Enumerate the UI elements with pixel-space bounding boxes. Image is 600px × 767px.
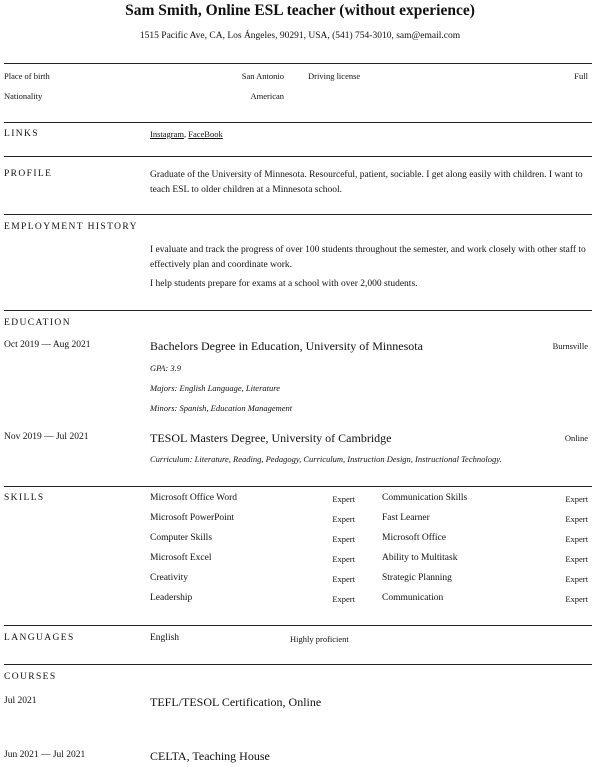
- employment-heading: EMPLOYMENT HISTORY: [4, 222, 138, 232]
- nationality-value: American: [250, 91, 284, 101]
- course-dates: Jul 2021: [4, 696, 37, 706]
- skill-name: Communication: [382, 593, 444, 603]
- divider: [4, 664, 592, 665]
- education-detail: Curriculum: Literature, Reading, Pedagogy, Curriculum, Instruction Design, Instructional Technology.: [150, 454, 502, 464]
- profile-text: Graduate of the University of Minnesota. Resourceful, patient, sociable. I get along easily with children. I want to teach ESL to older children at a Minnesota school.: [150, 170, 583, 195]
- skill-name: Communication Skills: [382, 493, 468, 503]
- link-separator: ,: [184, 129, 189, 139]
- nationality-label: Nationality: [4, 91, 43, 101]
- divider: [4, 122, 592, 123]
- skill-level: Expert: [565, 514, 588, 524]
- skill-name: Microsoft Office: [382, 533, 446, 543]
- divider: [4, 156, 592, 157]
- skill-name: Microsoft Office Word: [150, 493, 238, 503]
- links-heading: LINKS: [4, 129, 39, 139]
- divider: [4, 214, 592, 215]
- driving-license-value: Full: [574, 71, 588, 81]
- resume-name: Sam Smith, Online ESL teacher (without experience): [125, 2, 475, 19]
- facebook-link[interactable]: FaceBook: [188, 129, 223, 139]
- skill-name: Computer Skills: [150, 533, 213, 543]
- skill-level: Expert: [332, 534, 355, 544]
- divider: [4, 625, 592, 626]
- skill-level: Expert: [565, 494, 588, 504]
- profile-heading: PROFILE: [4, 169, 53, 179]
- course-name: TEFL/TESOL Certification, Online: [150, 695, 322, 709]
- education-location: Burnsville: [552, 341, 588, 351]
- employment-paragraph: I evaluate and track the progress of over 100 students throughout the semester, and work closely with other staff to effectively plan and coordinate work.: [150, 245, 586, 270]
- skill-level: Expert: [565, 594, 588, 604]
- place-of-birth-value: San Antonio: [241, 71, 284, 81]
- languages-heading: LANGUAGES: [4, 633, 75, 643]
- skill-name: Fast Learner: [382, 513, 430, 523]
- education-detail: GPA: 3.9: [150, 363, 182, 373]
- skill-level: Expert: [332, 574, 355, 584]
- skill-name: Microsoft Excel: [150, 553, 212, 563]
- skill-name: Leadership: [150, 593, 193, 603]
- skill-level: Expert: [332, 514, 355, 524]
- language-level: Highly proficient: [290, 634, 349, 644]
- driving-license-label: Driving license: [308, 71, 361, 81]
- skill-name: Ability to Multitask: [382, 553, 458, 563]
- education-dates: Nov 2019 — Jul 2021: [4, 432, 89, 442]
- instagram-link[interactable]: Instagram: [150, 129, 184, 139]
- education-dates: Oct 2019 — Aug 2021: [4, 340, 91, 350]
- education-location: Online: [564, 433, 588, 443]
- divider: [4, 310, 592, 311]
- education-detail: Majors: English Language, Literature: [150, 383, 281, 393]
- skills-heading: SKILLS: [4, 493, 45, 503]
- skill-level: Expert: [332, 494, 355, 504]
- education-degree: Bachelors Degree in Education, University of Minnesota: [150, 339, 423, 353]
- education-heading: EDUCATION: [4, 318, 71, 328]
- contact-line: 1515 Pacific Ave, CA, Los Ángeles, 90291, USA, (541) 754-3010, sam@email.com: [139, 31, 461, 41]
- links-list: [150, 129, 223, 139]
- education-degree: TESOL Masters Degree, University of Cambridge: [150, 431, 392, 445]
- skill-name: Strategic Planning: [382, 573, 452, 583]
- skill-level: Expert: [565, 574, 588, 584]
- employment-paragraph: I help students prepare for exams at a school with over 2,000 students.: [150, 279, 418, 289]
- skill-name: Creativity: [150, 573, 188, 583]
- skill-name: Microsoft PowerPoint: [150, 513, 235, 523]
- courses-heading: COURSES: [4, 672, 57, 682]
- skill-level: Expert: [332, 594, 355, 604]
- place-of-birth-label: Place of birth: [4, 71, 50, 81]
- course-dates: Jun 2021 — Jul 2021: [4, 750, 86, 760]
- course-name: CELTA, Teaching House: [150, 749, 270, 763]
- education-detail: Minors: Spanish, Education Management: [150, 403, 293, 413]
- skill-level: Expert: [565, 534, 588, 544]
- skill-level: Expert: [565, 554, 588, 564]
- divider: [4, 486, 592, 487]
- divider: [4, 63, 592, 64]
- language-name: English: [150, 633, 180, 643]
- skill-level: Expert: [332, 554, 355, 564]
